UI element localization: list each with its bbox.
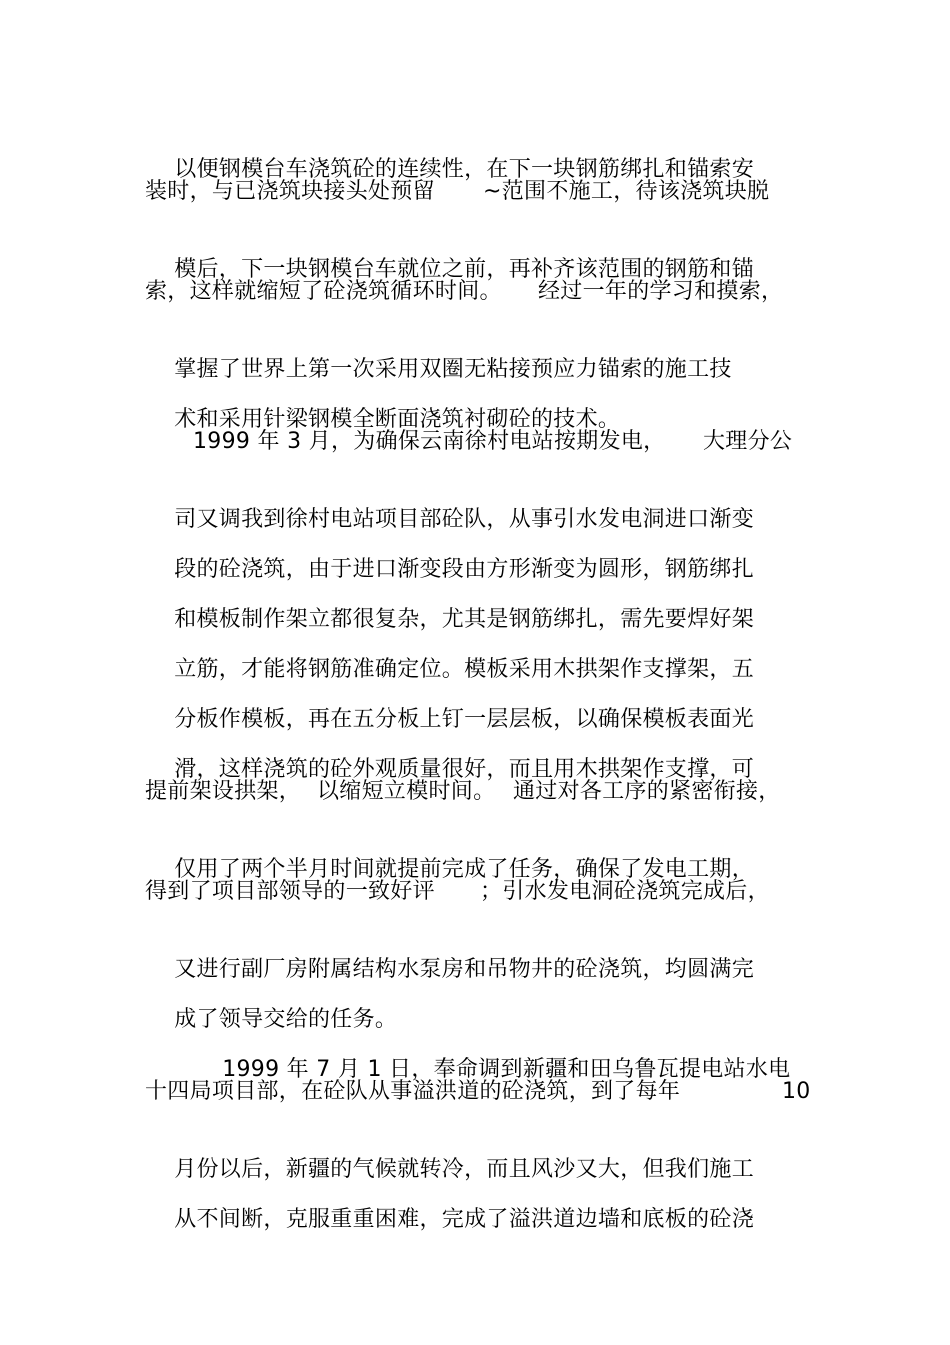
text: 以便钢模台车浇筑砼的连续性，在下一块钢筋绑扎和锚索安 <box>174 157 754 182</box>
text: ~范围不施工，待该浇筑块脱 <box>483 179 770 204</box>
text: 1999 年 3 月，为确保云南徐村电站按期发电， <box>193 429 666 454</box>
text-line <box>145 878 795 906</box>
text: 装时，与已浇筑块接头处预留 <box>145 179 435 204</box>
text-line <box>145 1178 754 1262</box>
text: 大理分公 <box>703 429 793 454</box>
text: 立筋，才能将钢筋准确定位。模板采用木拱架作支撑架，五 <box>174 657 754 682</box>
text-line <box>145 778 795 806</box>
text: 仅用了两个半月时间就提前完成了任务，确保了发电工期， <box>174 857 754 882</box>
text: 经过一年的学习和摸索， <box>538 279 784 304</box>
text: 月份以后，新疆的气候就转冷，而且风沙又大，但我们施工 <box>174 1157 754 1182</box>
text: 提前架设拱架， <box>145 779 302 804</box>
text: 掌握了世界上第一次采用双圈无粘接预应力锚索的施工技 <box>174 357 732 382</box>
text-line <box>145 278 795 306</box>
text: 索，这样就缩短了砼浇筑循环时间。 <box>145 279 502 304</box>
text: 成了领导交给的任务。 <box>174 1007 398 1032</box>
text: ；引水发电洞砼浇筑完成后， <box>480 879 770 904</box>
text: 分板作模板，再在五分板上钉一层层板，以确保模板表面光 <box>174 707 754 732</box>
text: 从不间断，克服重重困难，完成了溢洪道边墙和底板的砼浇 <box>174 1207 754 1232</box>
text: 1999 年 7 月 1 日，奉命调到新疆和田乌鲁瓦提电站水电 <box>222 1057 791 1082</box>
text-line <box>145 178 785 206</box>
text: 段的砼浇筑，由于进口渐变段由方形渐变为圆形，钢筋绑扎 <box>174 557 754 582</box>
text-line <box>193 428 813 456</box>
text-line <box>145 1078 825 1106</box>
text: 滑，这样浇筑的砼外观质量很好，而且用木拱架作支撑，可 <box>174 757 754 782</box>
text: 术和采用针梁钢模全断面浇筑衬砌砼的技术。 <box>174 407 621 432</box>
text: 又进行副厂房附属结构水泵房和吊物井的砼浇筑，均圆满完 <box>174 957 754 982</box>
text: 十四局项目部，在砼队从事溢洪道的砼浇筑，到了每年 <box>145 1079 681 1104</box>
text: 和模板制作架立都很复杂，尤其是钢筋绑扎，需先要焊好架 <box>174 607 754 632</box>
text: 模后，下一块钢模台车就位之前，再补齐该范围的钢筋和锚 <box>174 257 754 282</box>
text: 10 <box>782 1079 811 1104</box>
text: 司又调我到徐村电站项目部砼队，从事引水发电洞进口渐变 <box>174 507 754 532</box>
text: 通过对各工序的紧密衔接， <box>513 779 781 804</box>
text: 得到了项目部领导的一致好评 <box>145 879 435 904</box>
text: 以缩短立模时间。 <box>317 779 496 804</box>
